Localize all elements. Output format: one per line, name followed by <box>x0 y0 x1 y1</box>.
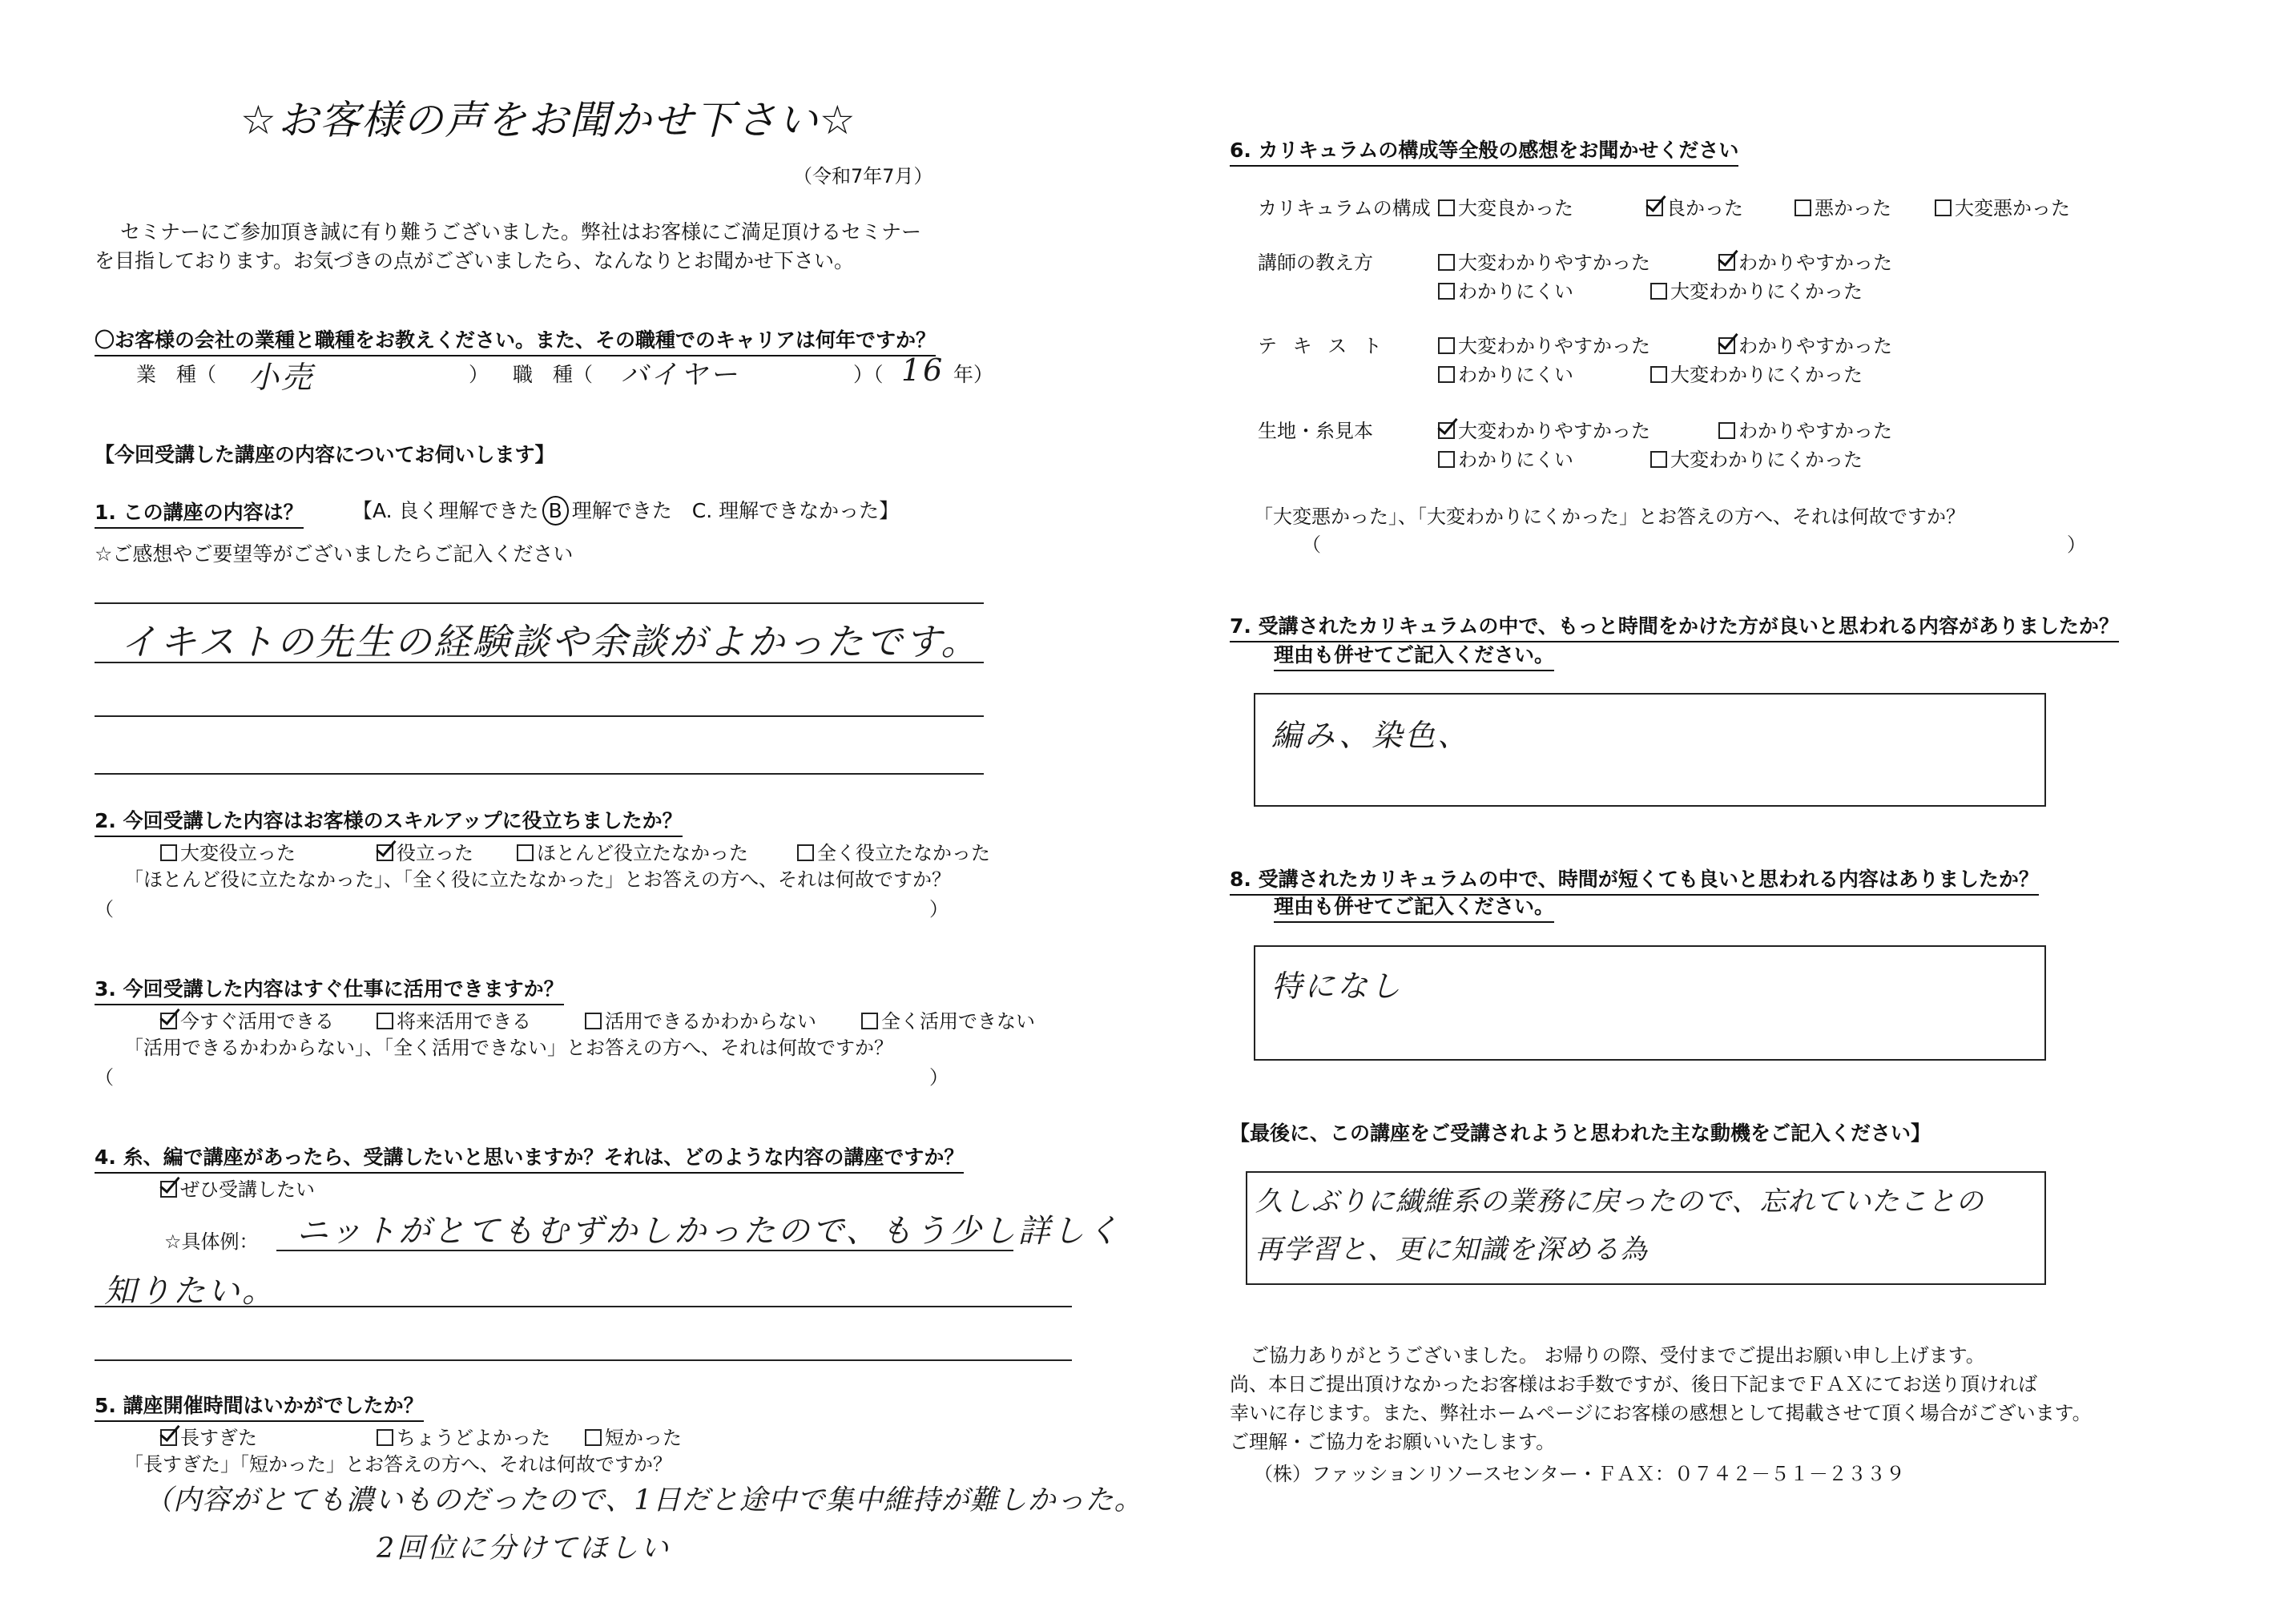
q3-open-paren: （ <box>95 1066 114 1089</box>
q2-opt-4[interactable]: 全く役立たなかった <box>797 837 990 865</box>
q4-line-3 <box>95 1359 1072 1361</box>
q2-opt-2[interactable]: 役立った <box>377 837 473 865</box>
q1-option-b-text: 理解できた <box>571 499 672 522</box>
years-unit: 年） <box>953 363 994 386</box>
q6-row-4-checkbox-4[interactable] <box>1650 451 1667 468</box>
q6-row-2-opt-3[interactable]: わかりにくい <box>1438 276 1573 304</box>
q6-row-1-label: カリキュラムの構成 <box>1258 197 1431 219</box>
footer-contact: （株）ファッションリソースセンター・ＦＡＸ：０７４２－５１－２３３９ <box>1254 1463 1905 1485</box>
q6-row-2-opt-2[interactable]: わかりやすかった <box>1718 247 1892 275</box>
q6-row-3-opt-4[interactable]: 大変わかりにくかった <box>1650 359 1863 387</box>
q4-label: 4. 糸、編で講座があったら、受講したいと思いますか？それは、どのような内容の講座ですか？ <box>95 1142 964 1174</box>
q7-sub: 理由も併せてご記入ください。 <box>1274 639 1554 671</box>
q3-opt-4[interactable]: 全く活用できない <box>861 1005 1035 1033</box>
q7-answer-box[interactable] <box>1254 693 2046 807</box>
q4-option[interactable]: ぜひ受講したい <box>160 1174 315 1202</box>
job-close: ）（ <box>853 363 884 386</box>
q9-answer-2: 再学習と、更に知識を深める為 <box>1255 1234 1648 1266</box>
q6-row-1-checkbox-2[interactable] <box>1646 199 1663 216</box>
q6-row-4-opt-4[interactable]: 大変わかりにくかった <box>1650 444 1863 472</box>
q8-label: 8. 受講されたカリキュラムの中で、時間が短くても良いと思われる内容はありましたか？ <box>1230 864 2039 896</box>
q1-comment-prompt: ☆ご感想やご要望等がございましたらご記入ください <box>95 542 574 566</box>
q6-row-1-opt-3[interactable]: 悪かった <box>1795 192 1891 220</box>
q2-checkbox-1[interactable] <box>160 844 177 861</box>
q5-opt-2[interactable]: ちょうどよかった <box>377 1422 550 1450</box>
q5-checkbox-2[interactable] <box>377 1429 393 1446</box>
q4-answer-2[interactable]: 知りたい。 <box>104 1273 276 1310</box>
q6-row-3-opt-1[interactable]: 大変わかりやすかった <box>1438 330 1650 358</box>
intro-line-1: セミナーにご参加頂き誠に有り難うございました。弊社はお客様にご満足頂けるセミナー <box>120 220 922 244</box>
industry-close: ） <box>469 363 489 386</box>
industry-value[interactable]: 小売 <box>248 360 315 395</box>
q6-row-1-checkbox-1[interactable] <box>1438 199 1455 216</box>
q5-followup: 「長すぎた」「短かった」とお答えの方へ、それは何故ですか？ <box>124 1453 672 1476</box>
q6-close-paren: ） <box>2067 534 2086 556</box>
q3-checkbox-1[interactable] <box>160 1013 177 1029</box>
q6-open-paren: （ <box>1302 534 1321 556</box>
q6-row-1-checkbox-3[interactable] <box>1795 199 1811 216</box>
q6-row-3-checkbox-3[interactable] <box>1438 366 1455 383</box>
q9-label: 【最後に、この講座をご受講されようと思われた主な動機をご記入ください】 <box>1230 1122 1931 1145</box>
form-date: （令和7年7月） <box>793 165 933 187</box>
q1-answer[interactable]: イキストの先生の経験談や余談がよかったです。 <box>120 620 981 663</box>
q5-checkbox-1[interactable] <box>160 1429 177 1446</box>
q1-option-a[interactable]: 【A. 良く理解できた <box>352 499 539 522</box>
q1-options <box>352 495 899 526</box>
q1-label: 1. この講座の内容は？ <box>95 497 304 529</box>
q5-opt-3[interactable]: 短かった <box>585 1422 682 1450</box>
q2-opt-3[interactable]: ほとんど役立たなかった <box>517 837 748 865</box>
q6-row-4-checkbox-1[interactable] <box>1438 422 1455 439</box>
q3-checkbox-2[interactable] <box>377 1013 393 1029</box>
q5-opt-1[interactable]: 長すぎた <box>160 1422 257 1450</box>
q7-label: 7. 受講されたカリキュラムの中で、もっと時間をかけた方が良いと思われる内容がありましたか？ <box>1230 610 2119 642</box>
q2-opt-1[interactable]: 大変役立った <box>160 837 296 865</box>
q6-row-3-opt-2[interactable]: わかりやすかった <box>1718 330 1892 358</box>
job-value[interactable]: バイヤー <box>621 359 739 391</box>
q6-row-3-checkbox-1[interactable] <box>1438 337 1455 354</box>
q8-sub: 理由も併せてご記入ください。 <box>1274 891 1554 923</box>
q3-opt-1[interactable]: 今すぐ活用できる <box>160 1005 334 1033</box>
q2-checkbox-2[interactable] <box>377 844 393 861</box>
q3-label: 3. 今回受講した内容はすぐ仕事に活用できますか？ <box>95 973 564 1005</box>
q5-label: 5. 講座開催時間はいかがでしたか？ <box>95 1390 424 1422</box>
q6-row-1-checkbox-4[interactable] <box>1935 199 1952 216</box>
industry-label: 業 種（ <box>136 363 217 386</box>
q2-close-paren: ） <box>929 898 949 920</box>
q4-example-label: ☆具体例： <box>164 1230 259 1253</box>
q6-row-2-opt-1[interactable]: 大変わかりやすかった <box>1438 247 1650 275</box>
q1-line-3 <box>95 715 984 717</box>
footer-line-1: ご協力ありがとうございました。 お帰りの際、受付までご提出お願い申し上げます。 <box>1250 1344 1985 1367</box>
q9-answer-1: 久しぶりに繊維系の業務に戻ったので、忘れていたことの <box>1255 1186 1984 1218</box>
footer-line-3: 幸いに存じます。また、弊社ホームページにお客様の感想として掲載させて頂く場合がございます。 <box>1230 1402 2092 1424</box>
q5-answer-2[interactable]: 2回位に分けてほしい <box>377 1532 671 1565</box>
q2-checkbox-3[interactable] <box>517 844 534 861</box>
q6-row-3-checkbox-4[interactable] <box>1650 366 1667 383</box>
q5-checkbox-3[interactable] <box>585 1429 602 1446</box>
q6-row-1-opt-2[interactable]: 良かった <box>1646 192 1743 220</box>
q3-opt-3[interactable]: 活用できるかわからない <box>585 1005 816 1033</box>
q1-option-c[interactable]: C. 理解できなかった】 <box>691 499 900 522</box>
q6-row-3-label: テ キ ス ト <box>1258 335 1387 357</box>
q6-row-4-opt-2[interactable]: わかりやすかった <box>1718 415 1892 443</box>
q4-answer-1[interactable]: ニットがとてもむずかしかったので、もう少し詳しく <box>296 1213 1122 1250</box>
q6-row-3-checkbox-2[interactable] <box>1718 337 1735 354</box>
job-label: 職 種（ <box>513 363 594 386</box>
q4-line-1 <box>276 1250 1013 1251</box>
company-question: 〇お客様の会社の業種と職種をお教えください。また、その職種でのキャリアは何年ですか？ <box>95 324 936 356</box>
q4-line-2 <box>95 1306 1072 1307</box>
q3-close-paren: ） <box>929 1066 949 1089</box>
intro-line-2: を目指しております。お気づきの点がございましたら、なんなりとお聞かせ下さい。 <box>95 249 855 272</box>
q2-followup: 「ほとんど役に立たなかった」、「全く役に立たなかった」とお答えの方へ、それは何故ですか？ <box>124 868 951 891</box>
q6-row-4-checkbox-3[interactable] <box>1438 451 1455 468</box>
q2-label: 2. 今回受講した内容はお客様のスキルアップに役立ちましたか？ <box>95 805 683 837</box>
q9-answer-box[interactable] <box>1246 1171 2046 1285</box>
q2-checkbox-4[interactable] <box>797 844 814 861</box>
q1-option-b-circle[interactable] <box>542 496 569 526</box>
q1-line-2 <box>95 662 984 663</box>
q6-row-3-opt-3[interactable]: わかりにくい <box>1438 359 1573 387</box>
q4-checkbox[interactable] <box>160 1181 177 1198</box>
q1-line-4 <box>95 773 984 775</box>
q6-row-4-label: 生地・糸見本 <box>1258 420 1373 442</box>
q1-option-b: B <box>548 499 562 522</box>
q3-opt-2[interactable]: 将来活用できる <box>377 1005 531 1033</box>
q6-row-2-checkbox-4[interactable] <box>1650 283 1667 300</box>
q6-row-4-opt-3[interactable]: わかりにくい <box>1438 444 1573 472</box>
q6-row-2-opt-4[interactable]: 大変わかりにくかった <box>1650 276 1863 304</box>
q6-row-4-opt-1[interactable]: 大変わかりやすかった <box>1438 415 1650 443</box>
q6-row-2-checkbox-3[interactable] <box>1438 283 1455 300</box>
q5-answer-1[interactable]: （内容がとても濃いものだったので、1日だと途中で集中維持が難しかった。 <box>144 1484 1143 1516</box>
q6-row-2-checkbox-1[interactable] <box>1438 254 1455 271</box>
q3-checkbox-4[interactable] <box>861 1013 878 1029</box>
q8-answer: 特になし <box>1271 969 1404 1004</box>
q8-answer-box[interactable] <box>1254 945 2046 1061</box>
form-title: ☆お客様の声をお聞かせ下さい☆ <box>240 97 857 143</box>
q7-answer: 編み、染色、 <box>1271 718 1471 753</box>
q6-label: 6. カリキュラムの構成等全般の感想をお聞かせください <box>1230 135 1738 167</box>
q1-line-1 <box>95 602 984 604</box>
footer-line-2: 尚、本日ご提出頂けなかったお客様はお手数ですが、後日下記までＦＡＸにてお送り頂ければ <box>1230 1373 2037 1395</box>
q2-open-paren: （ <box>95 898 114 920</box>
footer-line-4: ご理解・ご協力をお願いいたします。 <box>1230 1431 1556 1453</box>
q6-row-2-checkbox-2[interactable] <box>1718 254 1735 271</box>
q6-row-1-opt-4[interactable]: 大変悪かった <box>1935 192 2070 220</box>
q6-followup: 「大変悪かった」、「大変わかりにくかった」とお答えの方へ、それは何故ですか？ <box>1254 505 1965 528</box>
q6-row-4-checkbox-2[interactable] <box>1718 422 1735 439</box>
section-heading: 【今回受講した講座の内容についてお伺いします】 <box>95 443 555 466</box>
q6-row-1-opt-1[interactable]: 大変良かった <box>1438 192 1573 220</box>
q6-row-2-label: 講師の教え方 <box>1258 252 1373 274</box>
q3-checkbox-3[interactable] <box>585 1013 602 1029</box>
q3-followup: 「活用できるかわからない」、「全く活用できない」とお答えの方へ、それは何故ですか？ <box>124 1037 893 1059</box>
years-value[interactable]: 16 <box>901 352 945 388</box>
